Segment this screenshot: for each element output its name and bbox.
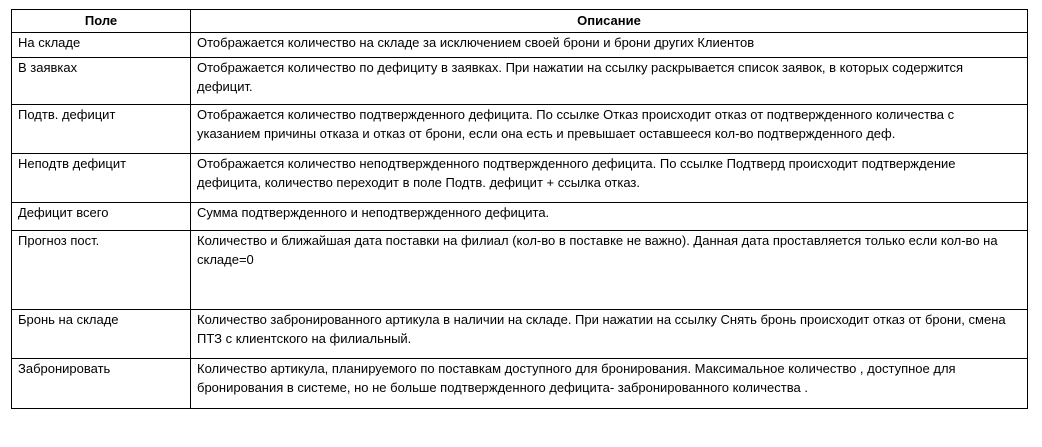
table-row <box>12 310 1028 359</box>
field-name: Бронь на складе <box>12 310 191 359</box>
field-description: Отображается количество по дефициту в заявках. При нажатии на ссылку раскрывается список заявок, в которых содержится дефицит. <box>191 58 1028 105</box>
table-row <box>12 33 1028 58</box>
table-row <box>12 105 1028 154</box>
field-description: Отображается количество на складе за исключением своей брони и брони других Клиентов <box>191 33 1028 58</box>
field-description: Количество артикула, планируемого по поставкам доступного для бронирования. Максимальное количество , доступное для бронирования в системе, но не больше подтвержденного дефицита- забронированного количества . <box>191 359 1028 409</box>
field-name: В заявках <box>12 58 191 105</box>
field-description: Сумма подтвержденного и неподтвержденного дефицита. <box>191 203 1028 231</box>
table-row <box>12 154 1028 203</box>
field-name: Прогноз пост. <box>12 231 191 310</box>
field-description: Отображается количество неподтвержденного подтвержденного дефицита. По ссылке Подтверд происходит подтверждение дефицита, количество переходит в поле Подтв. дефицит + ссылка отказ. <box>191 154 1028 203</box>
header-row <box>12 10 1028 33</box>
field-name: Дефицит всего <box>12 203 191 231</box>
field-description: Количество забронированного артикула в наличии на складе. При нажатии на ссылку Снять бронь происходит отказ от брони, смена ПТЗ с клиентского на филиальный. <box>191 310 1028 359</box>
fields-table <box>11 9 1028 409</box>
table-row <box>12 231 1028 310</box>
table-row <box>12 203 1028 231</box>
field-description: Отображается количество подтвержденного дефицита. По ссылке Отказ происходит отказ от подтвержденного количества с указанием причины отказа и отказ от брони, если она есть и превышает оставшееся кол-во подтвержденного деф. <box>191 105 1028 154</box>
field-name: На складе <box>12 33 191 58</box>
field-description: Количество и ближайшая дата поставки на филиал (кол-во в поставке не важно). Данная дата проставляется только если кол-во на складе=0 <box>191 231 1028 310</box>
field-name: Подтв. дефицит <box>12 105 191 154</box>
table-row <box>12 58 1028 105</box>
header-field: Поле <box>12 10 191 33</box>
table-row <box>12 359 1028 409</box>
field-name: Забронировать <box>12 359 191 409</box>
header-description: Описание <box>191 10 1028 33</box>
field-name: Неподтв дефицит <box>12 154 191 203</box>
